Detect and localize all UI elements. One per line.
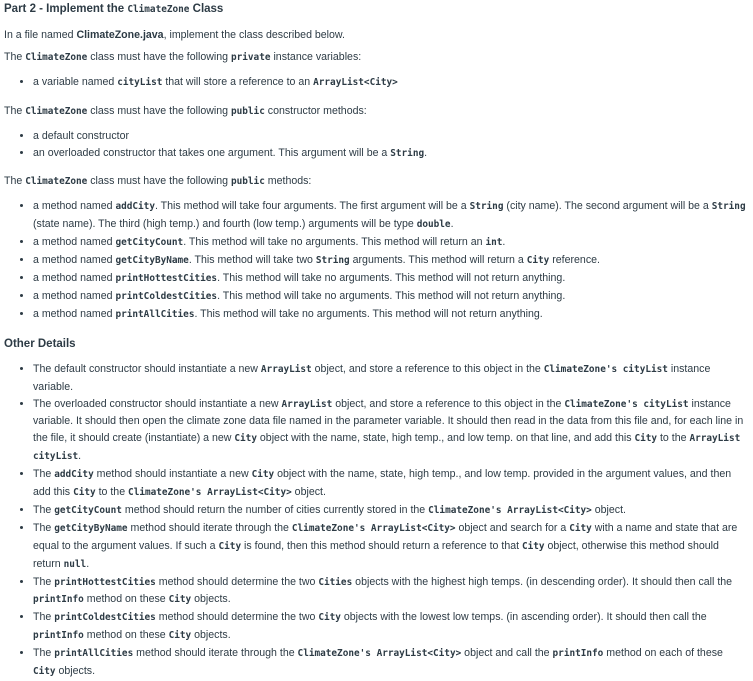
intro-paragraph: In a file named ClimateZone.java, implement the class described below. — [4, 29, 345, 41]
list-item: • a method named printAllCities. This method will take no arguments. This method will not return anything. — [33, 306, 747, 324]
list-item: • The printColdestCities method should determine the two City objects with the lowest low temps. (in ascending order). It should then call the printInfo method on these City objects. — [33, 609, 747, 645]
list-item: • The overloaded constructor should instantiate a new ArrayList object, and store a reference to this object in the ClimateZone's cityList instance variable. It should then open the climate zone data file named in the parameter variable. It should then read in the data from this file and, for each line in the file, it should create (instantiate) a new City object with the name, state, high temp., and low temp. on that line, and add this City to the ArrayList cityList. — [33, 396, 747, 467]
file-name: ClimateZone.java — [76, 29, 164, 41]
heading-text: Part 2 - Implement the — [4, 3, 128, 15]
list-item: • The getCityByName method should iterate through the ClimateZone's ArrayList<City> object and search for a City with a name and state that are equal to the argument values. If such a City is found, then this method should return a reference to that City object, otherwise this method should return null. — [33, 520, 747, 574]
list-item: • a method named printColdestCities. This method will take no arguments. This method will not return anything. — [33, 288, 747, 306]
private-vars-list — [4, 74, 747, 92]
list-item: • a method named addCity. This method will take four arguments. The first argument will be a String (city name). The second argument will be a String (state name). The third (high temp.) and fourth (low temp.) arguments will be type double. — [33, 198, 747, 234]
constructors-list — [4, 128, 747, 163]
list-item: • The printAllCities method should iterate through the ClimateZone's ArrayList<City> object and call the printInfo method on each of these City objects. — [33, 645, 747, 681]
list-item: • a variable named cityList that will store a reference to an ArrayList<City> — [33, 74, 747, 92]
list-item: • a method named getCityByName. This method will take two String arguments. This method will return a City reference. — [33, 252, 747, 270]
constructors-paragraph: The ClimateZone class must have the following public constructor methods: — [4, 104, 367, 117]
methods-list — [4, 198, 747, 323]
list-item: • a default constructor — [33, 128, 747, 145]
list-item: • a method named getCityCount. This method will take no arguments. This method will return an int. — [33, 234, 747, 252]
list-item: • a method named printHottestCities. This method will take no arguments. This method will not return anything. — [33, 270, 747, 288]
methods-paragraph: The ClimateZone class must have the following public methods: — [4, 175, 312, 188]
list-item: • The printHottestCities method should determine the two Cities objects with the highest high temps. (in descending order). It should then call the printInfo method on these City objects. — [33, 574, 747, 610]
list-item: • The addCity method should instantiate a new City object with the name, state, high temp., and low temp. provided in the argument values, and then add this City to the ClimateZone's ArrayList<City> object. — [33, 466, 747, 502]
part-heading — [4, 0, 747, 18]
list-item: • The getCityCount method should return the number of cities currently stored in the ClimateZone's ArrayList<City> object. — [33, 502, 747, 520]
heading-code: ClimateZone — [127, 4, 190, 15]
other-details-list — [4, 361, 747, 681]
heading-text-suffix: Class — [189, 3, 224, 15]
other-details-heading: Other Details — [4, 337, 76, 350]
list-item: • The default constructor should instantiate a new ArrayList object, and store a reference to this object in the ClimateZone's cityList instance variable. — [33, 361, 747, 396]
private-vars-paragraph: The ClimateZone class must have the following private instance variables: — [4, 50, 362, 63]
list-item: • an overloaded constructor that takes one argument. This argument will be a String. — [33, 145, 747, 163]
